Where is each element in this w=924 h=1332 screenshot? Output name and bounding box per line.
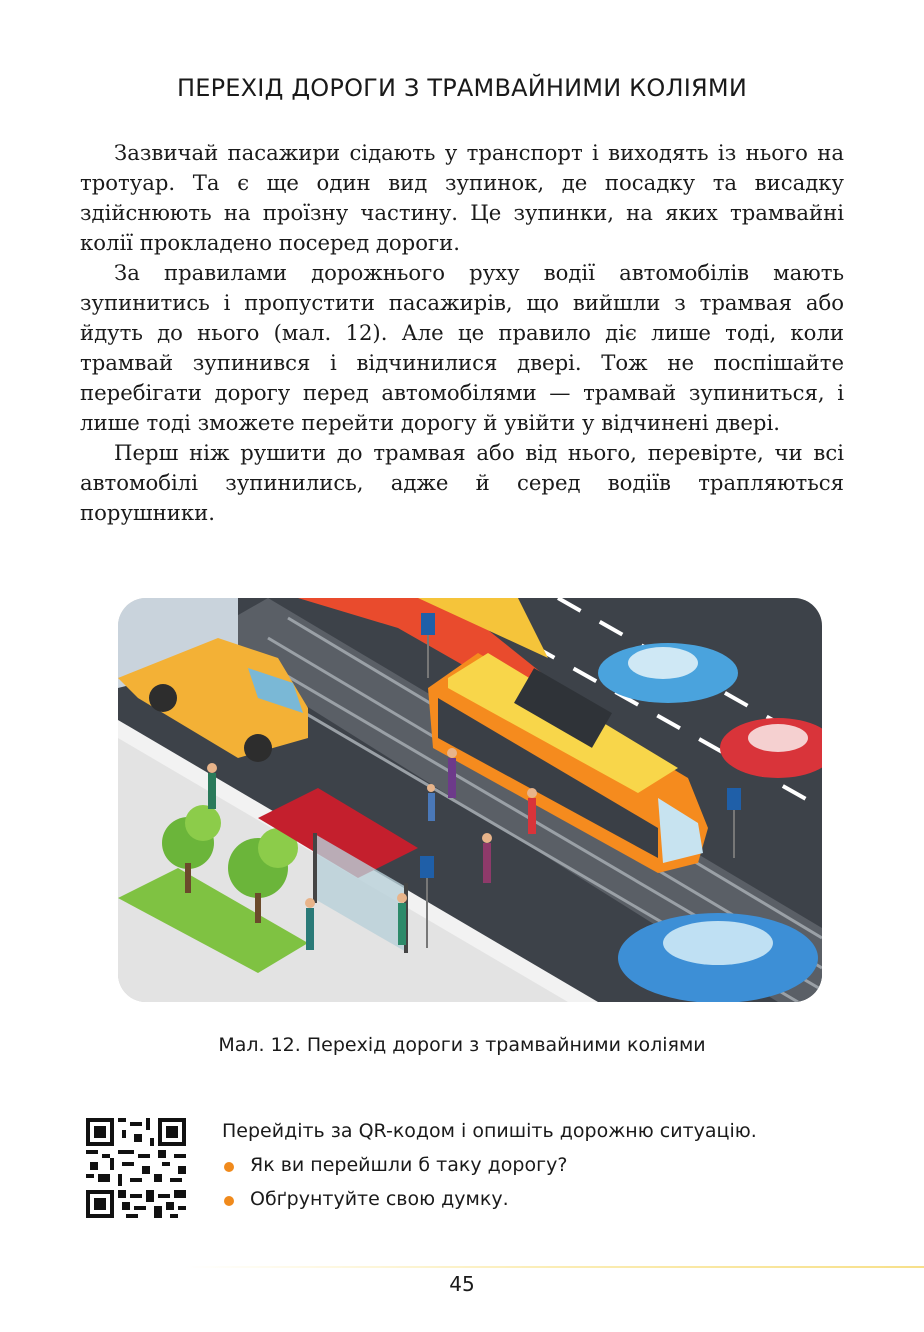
qr-task — [222, 1120, 862, 1222]
figure-caption: Мал. 12. Перехід дороги з трамвайними коліями — [218, 1034, 706, 1056]
page-title: ПЕРЕХІД ДОРОГИ З ТРАМВАЙНИМИ КОЛІЯМИ — [177, 74, 747, 102]
task-bullet-1: Як ви перейшли б таку дорогу? — [250, 1154, 568, 1176]
paragraph-3: Перш ніж рушити до трамвая або від нього, перевірте, чи всі автомобілі зупинились, адже й серед водіїв трапляються порушники. — [80, 440, 844, 525]
list-item — [222, 1154, 862, 1176]
body-text — [80, 138, 844, 528]
qr-code[interactable] — [86, 1118, 186, 1218]
footer-divider — [184, 1266, 924, 1268]
bullet-dot-icon — [224, 1196, 234, 1206]
car-blue-bottom — [618, 913, 818, 1002]
list-item — [222, 1188, 862, 1210]
car-blue-top — [598, 643, 738, 703]
paragraph-2: За правилами дорожнього руху водії автомобілів мають зупинитись і пропустити пасажирів, що вийшли з трамвая або йдуть до нього (мал. 12). Але це правило діє лише тоді, коли трамвай зупинився і відчинилися двері. Тож не поспішайте перебігати дорогу перед автомобілями — трамвай зупиниться, і лише тоді зможете перейти дорогу й увійти у відчинені двері. — [80, 260, 844, 435]
page-number: 45 — [449, 1272, 475, 1296]
task-bullet-2: Обґрунтуйте свою думку. — [250, 1188, 509, 1210]
tram-crossing-illustration — [118, 598, 822, 1002]
bullet-dot-icon — [224, 1162, 234, 1172]
task-intro: Перейдіть за QR-кодом і опишіть дорожню ситуацію. — [222, 1120, 757, 1142]
paragraph-1: Зазвичай пасажири сідають у транспорт і виходять із нього на тротуар. Та є ще один вид зупинок, де посадку та висадку здійснюють на проїзну частину. Це зупинки, на яких трамвайні колії прокладено посеред дороги. — [80, 140, 844, 255]
task-bullet-list — [222, 1154, 862, 1210]
